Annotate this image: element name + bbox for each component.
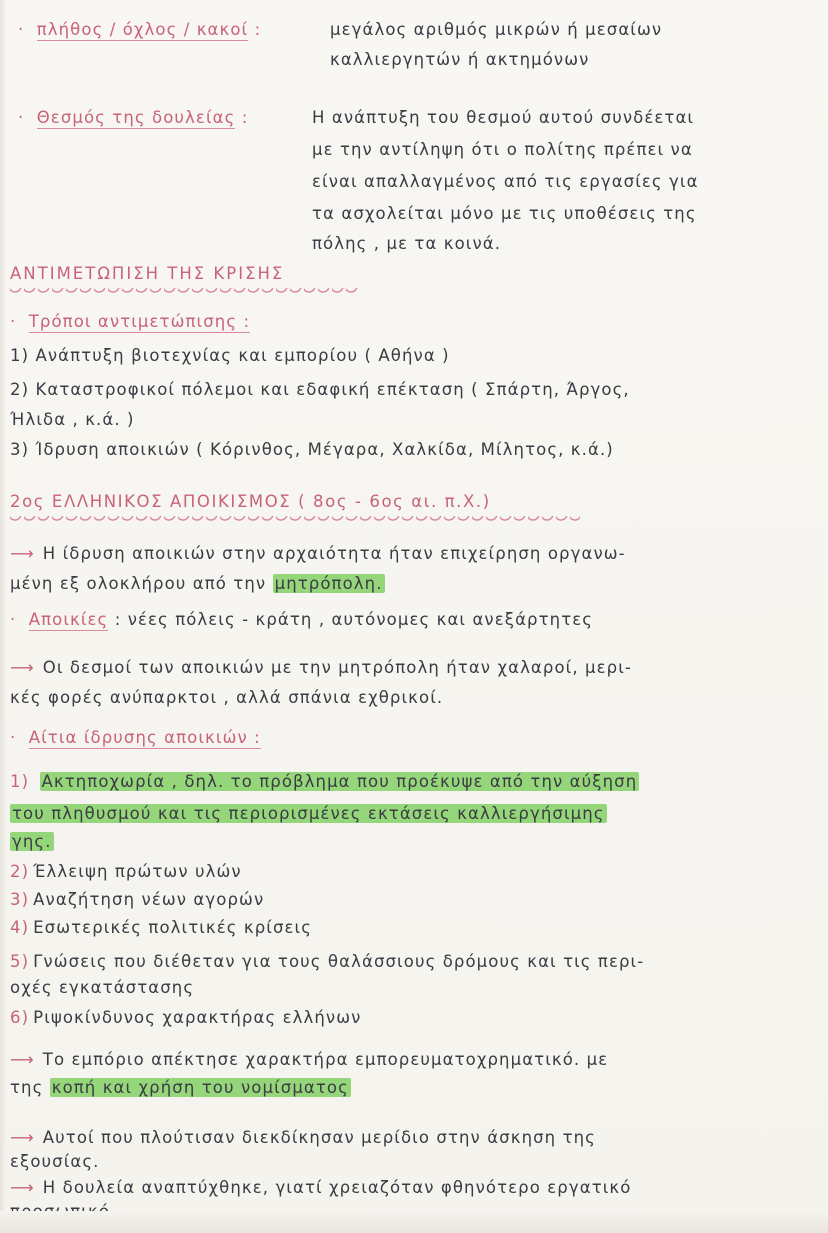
- definition-text-line: Η ανάπτυξη του θεσμού αυτού συνδέεται: [312, 108, 695, 127]
- highlighted-text: μητρόπολη.: [274, 574, 383, 593]
- definition-term: πλήθος / όχλος / κακοί: [36, 20, 249, 39]
- page-left-edge: [0, 0, 6, 1233]
- list-item-continuation: [10, 828, 54, 856]
- paragraph-line: ⟶ Οι δεσμοί των αποικιών με την μητρόπολη ήταν χαλαροί, μερι-: [10, 658, 632, 677]
- list-item-continuation: [10, 800, 607, 828]
- bullet-icon: ·: [18, 108, 25, 127]
- arrow-icon: ⟶: [10, 1050, 35, 1069]
- page-bottom-edge: [0, 1211, 828, 1233]
- definition-text-line: καλλιεργητών ή ακτημόνων: [330, 50, 590, 69]
- highlighted-text: γης.: [12, 832, 52, 851]
- arrow-icon: ⟶: [10, 658, 35, 677]
- highlighted-text: κοπή και χρήση του νομίσματος: [51, 1078, 349, 1097]
- list-item-continuation: οχές εγκατάστασης: [10, 978, 195, 997]
- subheading-methods: · Τρόποι αντιμετώπισης :: [10, 312, 251, 331]
- definition-separator: :: [241, 108, 249, 127]
- paragraph-line: ⟶ Η δουλεία αναπτύχθηκε, γιατί χρειαζόταν φθηνότερο εργατικό: [10, 1178, 632, 1197]
- list-item: 2) Έλλειψη πρώτων υλών: [10, 862, 242, 881]
- paragraph-line: κές φορές ανύπαρκτοι , αλλά σπάνια εχθρικοί.: [10, 688, 444, 707]
- definition-separator: :: [254, 20, 262, 39]
- arrow-icon: ⟶: [10, 544, 35, 563]
- list-item: 6) Ριψοκίνδυνος χαρακτήρας ελλήνων: [10, 1008, 362, 1027]
- definition-slavery: [18, 104, 248, 132]
- definition-text-line: μεγάλος αριθμός μικρών ή μεσαίων: [330, 20, 663, 39]
- bullet-icon: ·: [10, 728, 17, 747]
- list-item: 4) Εσωτερικές πολιτικές κρίσεις: [10, 918, 313, 937]
- paragraph-line: ⟶ Το εμπόριο απέκτησε χαρακτήρα εμπορευματοχρηματικό. με: [10, 1050, 609, 1069]
- list-item: 1) Ακτηποχωρία , δηλ. το πρόβλημα που προέκυψε από την αύξηση: [10, 772, 638, 791]
- wavy-underline: [10, 288, 360, 298]
- list-item-continuation: Ήλιδα , κ.ά. ): [10, 410, 135, 429]
- paragraph-line: ⟶ Η ίδρυση αποικιών στην αρχαιότητα ήταν επιχείρηση οργανω-: [10, 544, 626, 563]
- paragraph-line: εξουσίας.: [10, 1152, 100, 1171]
- definition-text-line: τα ασχολείται μόνο με τις υποθέσεις της: [312, 204, 697, 223]
- definition-text-line: είναι απαλλαγμένος από τις εργασίες για: [312, 172, 699, 191]
- bullet-icon: ·: [10, 610, 17, 629]
- list-item: 3) Αναζήτηση νέων αγορών: [10, 890, 265, 909]
- highlighted-text: Ακτηποχωρία , δηλ. το πρόβλημα που προέκυψε από την αύξηση: [41, 772, 638, 791]
- list-item: 5) Γνώσεις που διέθεταν για τους θαλάσσιους δρόμους και τις περι-: [10, 952, 645, 971]
- bullet-icon: ·: [18, 20, 25, 39]
- wavy-underline: [10, 516, 580, 526]
- arrow-icon: ⟶: [10, 1128, 35, 1147]
- paragraph-line: μένη εξ ολοκλήρου από την μητρόπολη.: [10, 574, 383, 593]
- list-item: 2) Καταστροφικοί πόλεμοι και εδαφική επέκταση ( Σπάρτη, Άργος,: [10, 380, 630, 399]
- colonies-definition: · Αποικίες : νέες πόλεις - κράτη , αυτόνομες και ανεξάρτητες: [10, 610, 594, 629]
- paragraph-line: της κοπή και χρήση του νομίσματος: [10, 1078, 349, 1097]
- definition-plithos: [18, 16, 261, 44]
- section-heading-crisis: ΑΝΤΙΜΕΤΩΠΙΣΗ ΤΗΣ ΚΡΙΣΗΣ: [10, 264, 285, 283]
- highlighted-text: του πληθυσμού και τις περιορισμένες εκτάσεις καλλιεργήσιμης: [12, 804, 605, 823]
- arrow-icon: ⟶: [10, 1178, 35, 1197]
- subheading-causes: · Αίτια ίδρυσης αποικιών :: [10, 728, 261, 747]
- list-item: 1) Ανάπτυξη βιοτεχνίας και εμπορίου ( Αθήνα ): [10, 346, 450, 365]
- bullet-icon: ·: [10, 312, 17, 331]
- definition-text-line: με την αντίληψη ότι ο πολίτης πρέπει να: [312, 140, 693, 159]
- paragraph-line: ⟶ Αυτοί που πλούτισαν διεκδίκησαν μερίδιο στην άσκηση της: [10, 1128, 596, 1147]
- section-heading-colonization: 2ος ΕΛΛΗΝΙΚΟΣ ΑΠΟΙΚΙΣΜΟΣ ( 8ος - 6ος αι. π.Χ.): [10, 492, 491, 511]
- definition-text-line: πόλης , με τα κοινά.: [312, 234, 502, 253]
- list-item: 3) Ίδρυση αποικιών ( Κόρινθος, Μέγαρα, Χαλκίδα, Μίλητος, κ.ά.): [10, 440, 614, 459]
- definition-term: Θεσμός της δουλείας: [36, 108, 236, 127]
